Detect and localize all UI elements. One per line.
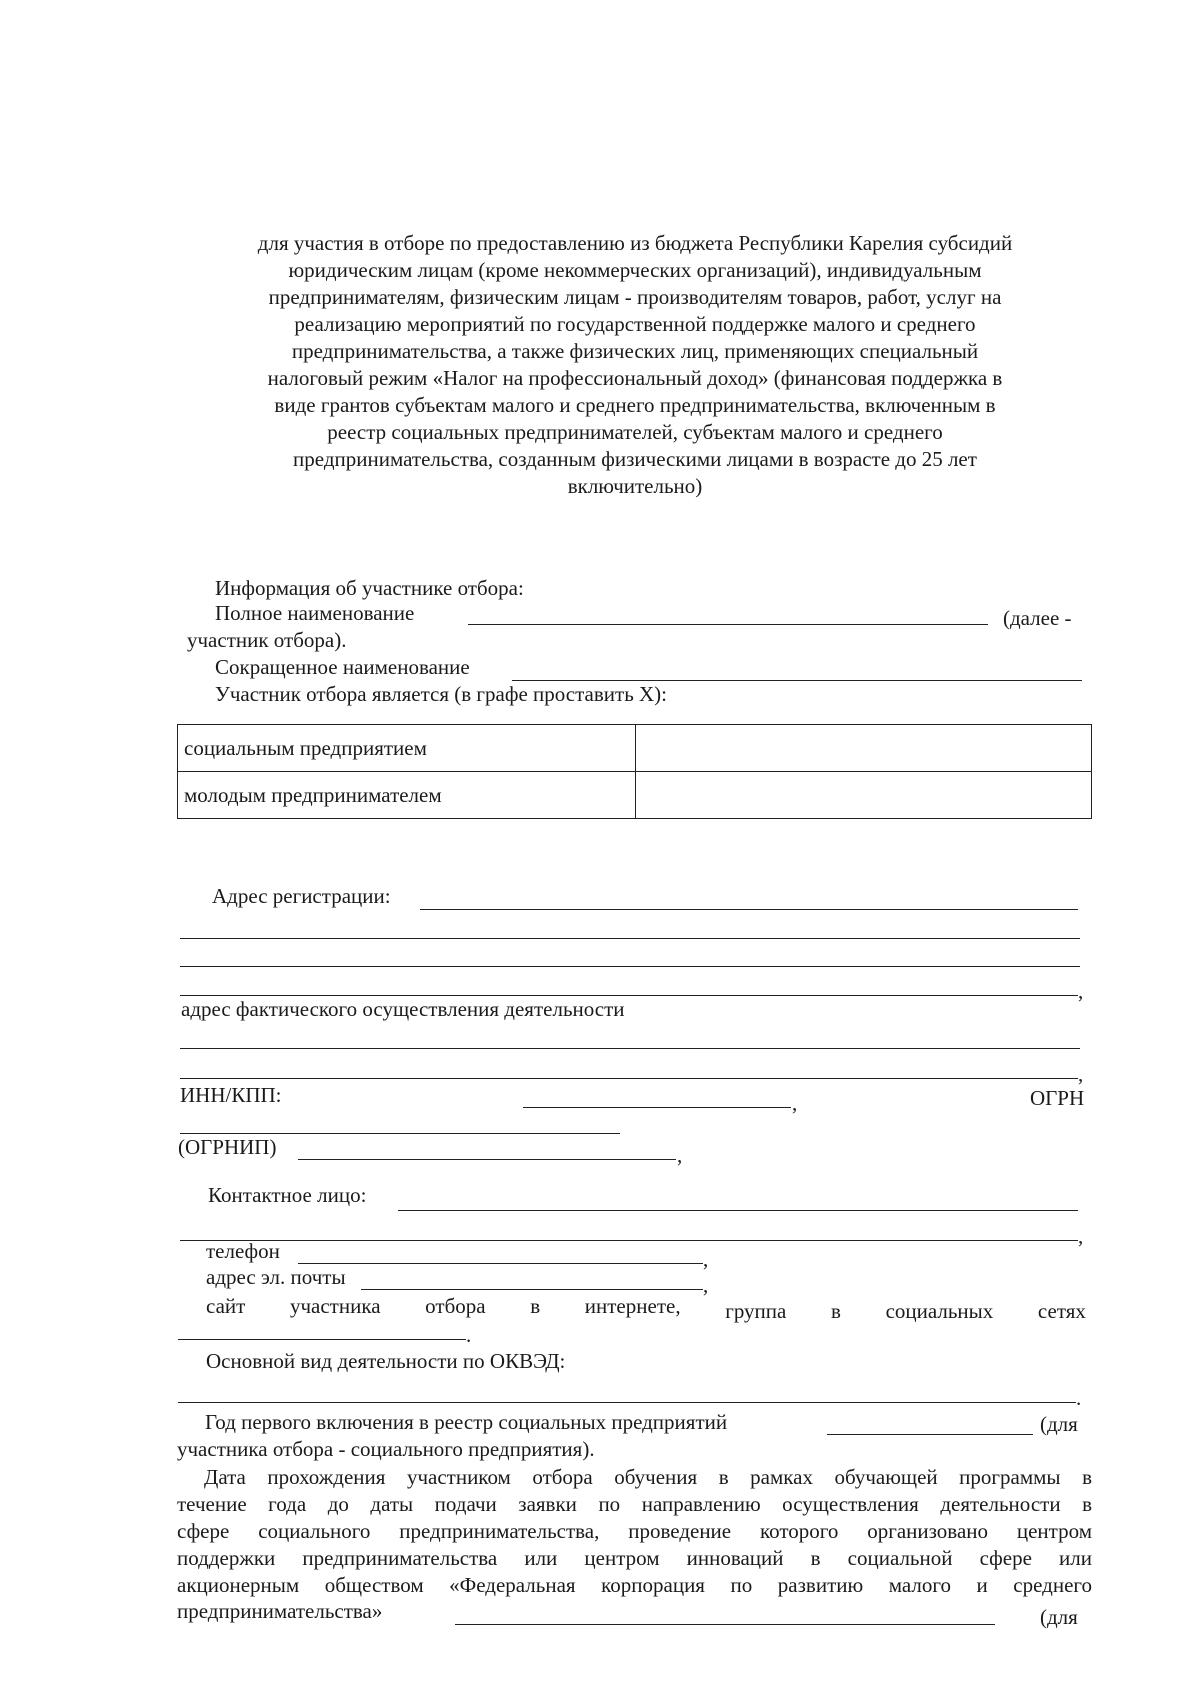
email-comma: ,: [703, 1273, 709, 1297]
training-suffix: (для: [1040, 1605, 1078, 1629]
contact-comma: ,: [1078, 1224, 1084, 1248]
header-line: реестр социальных предпринимателей, субъектам малого и среднего: [327, 420, 943, 444]
website-period: .: [466, 1323, 472, 1347]
okved-label: Основной вид деятельности по ОКВЭД:: [206, 1349, 566, 1373]
okved-field[interactable]: [178, 1402, 1076, 1403]
social-registry-year-label: Год первого включения в реестр социальных предприятий: [205, 1410, 728, 1434]
actual-address-label: адрес фактического осуществления деятельности: [181, 997, 625, 1021]
header-line: включительно): [567, 474, 703, 498]
header-line: предпринимателям, физическим лицам - производителям товаров, работ, услуг на: [268, 285, 1002, 309]
short-name-label: Сокращенное наименование: [215, 655, 470, 679]
header-line: предпринимательства, а также физических лиц, применяющих специальный: [291, 339, 979, 363]
registration-address-line[interactable]: [180, 966, 1080, 967]
actual-address-line[interactable]: [180, 1078, 1078, 1079]
website-field[interactable]: [178, 1339, 466, 1340]
training-date-field[interactable]: [455, 1624, 995, 1625]
inn-comma: ,: [792, 1091, 798, 1115]
ogrnip-field[interactable]: [298, 1159, 676, 1160]
type-young-entrepreneur-label: молодым предпринимателем: [178, 772, 636, 819]
phone-label: телефон: [206, 1239, 280, 1263]
table-row: [178, 772, 1092, 819]
participant-info-label: Информация об участнике отбора:: [215, 576, 524, 600]
okved-period: .: [1076, 1386, 1082, 1410]
training-paragraph-line: поддержки предпринимательства или центром инноваций в социальной сфере или: [177, 1546, 1092, 1570]
social-registry-note: участника отбора - социального предприятия).: [177, 1437, 595, 1461]
social-registry-suffix: (для: [1040, 1412, 1078, 1436]
ogrn-label: ОГРН: [1030, 1086, 1085, 1110]
inn-kpp-field[interactable]: [523, 1107, 791, 1108]
participant-type-label: Участник отбора является (в графе проставить Х):: [215, 682, 668, 706]
contact-person-line[interactable]: [180, 1240, 1078, 1241]
registration-address-field[interactable]: [420, 909, 1078, 910]
website-label: сайт участника отбора в интернете, группа в социальных сетях: [206, 1294, 1086, 1323]
full-name-continuation: участник отбора).: [187, 628, 347, 652]
training-paragraph-line: сфере социального предпринимательства, проведение которого организовано центром: [177, 1519, 1092, 1543]
ogrnip-comma: ,: [677, 1143, 683, 1167]
type-social-enterprise-mark-cell[interactable]: [636, 725, 1092, 772]
full-name-suffix: (далее -: [1003, 606, 1072, 630]
social-registry-year-field[interactable]: [827, 1434, 1033, 1435]
contact-person-field[interactable]: [398, 1210, 1078, 1211]
full-name-label: Полное наименование: [215, 601, 415, 625]
address-comma: ,: [1078, 979, 1084, 1003]
email-field[interactable]: [361, 1289, 703, 1290]
type-young-entrepreneur-mark-cell[interactable]: [636, 772, 1092, 819]
email-label: адрес эл. почты: [206, 1265, 346, 1289]
header-line: предпринимательства, созданным физическими лицами в возрасте до 25 лет: [293, 447, 977, 471]
header-line: налоговый режим «Налог на профессиональный доход» (финансовая поддержка в: [267, 366, 1003, 390]
training-paragraph-line: течение года до даты подачи заявки по направлению осуществления деятельности в: [177, 1492, 1092, 1516]
training-last-line: предпринимательства»: [177, 1599, 383, 1623]
header-line: виде грантов субъектам малого и среднего предпринимательства, включенным в: [274, 393, 996, 417]
address-comma: ,: [1078, 1062, 1084, 1086]
phone-comma: ,: [703, 1247, 709, 1271]
type-social-enterprise-label: социальным предприятием: [178, 725, 636, 772]
header-line: юридическим лицам (кроме некоммерческих организаций), индивидуальным: [288, 258, 982, 282]
registration-address-line[interactable]: [180, 938, 1080, 939]
phone-field[interactable]: [298, 1263, 703, 1264]
ogrnip-label: (ОГРНИП): [178, 1135, 277, 1159]
registration-address-label: Адрес регистрации:: [212, 884, 391, 908]
header-line: для участия в отборе по предоставлению из бюджета Республики Карелия субсидий: [257, 231, 1013, 255]
actual-address-line[interactable]: [180, 1048, 1080, 1049]
table-row: [178, 725, 1092, 772]
contact-person-label: Контактное лицо:: [208, 1183, 367, 1207]
participant-type-table: [177, 724, 1092, 819]
full-name-field[interactable]: [468, 624, 988, 625]
header-line: реализацию мероприятий по государственной поддержке малого и среднего: [294, 312, 976, 336]
training-paragraph-line: акционерным обществом «Федеральная корпорация по развитию малого и среднего: [177, 1573, 1092, 1597]
training-paragraph-line: Дата прохождения участником отбора обучения в рамках обучающей программы в: [204, 1465, 1092, 1489]
inn-kpp-label: ИНН/КПП:: [180, 1083, 282, 1107]
